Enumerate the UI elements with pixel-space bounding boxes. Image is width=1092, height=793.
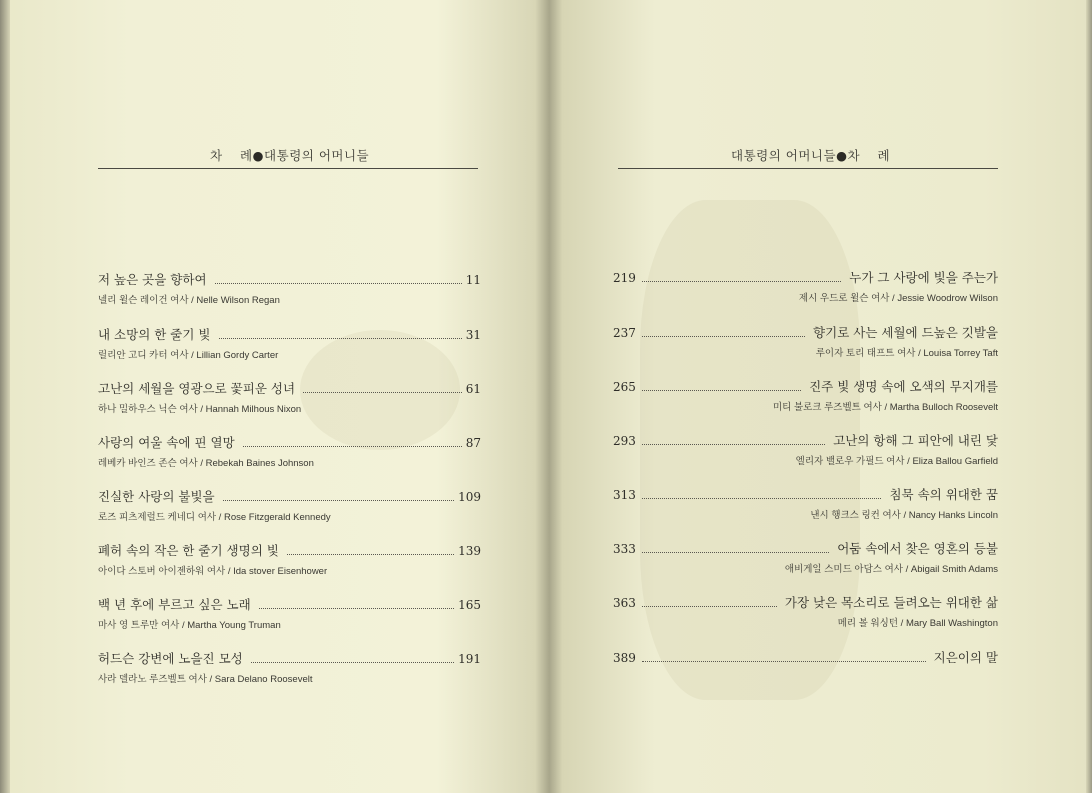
header-rule	[98, 168, 478, 169]
header-title: 대통령의 어머니들	[731, 148, 837, 163]
toc-entry[interactable]	[613, 431, 998, 467]
dot-leader	[642, 605, 777, 607]
toc-entry-page: 293	[613, 434, 636, 448]
toc-entry[interactable]	[98, 649, 481, 685]
toc-entry-title: 허드슨 강변에 노을진 모성	[98, 651, 243, 666]
toc-entry-title: 진실한 사랑의 불빛을	[98, 489, 215, 504]
dot-leader	[642, 389, 801, 391]
toc-entry-subtitle: 루이자 토리 태프트 여사 / Louisa Torrey Taft	[815, 348, 998, 359]
toc-entry-subtitle: 넬리 윌슨 레이건 여사 / Nelle Wilson Regan	[98, 295, 280, 306]
toc-entry-subtitle: 마사 영 트루만 여사 / Martha Young Truman	[98, 620, 281, 631]
header-rule	[618, 168, 998, 169]
dot-leader	[215, 282, 462, 284]
toc-entry-subtitle: 메리 볼 워싱턴 / Mary Ball Washington	[837, 618, 998, 629]
toc-entry-subtitle: 낸시 행크스 링컨 여사 / Nancy Hanks Lincoln	[810, 510, 998, 521]
toc-entry-subtitle: 애비게일 스미드 아담스 여사 / Abigail Smith Adams	[784, 564, 998, 575]
toc-entry-page: 219	[613, 271, 636, 285]
dot-leader	[642, 280, 841, 282]
toc-entry[interactable]	[98, 325, 481, 361]
toc-entry-title: 백 년 후에 부르고 싶은 노래	[98, 597, 251, 612]
toc-entry-page: 109	[458, 490, 481, 504]
toc-entry-title: 진주 빛 생명 속에 오색의 무지개를	[809, 379, 998, 394]
dot-leader	[642, 660, 926, 662]
dot-leader	[251, 661, 454, 663]
toc-entry-page: 333	[613, 542, 636, 556]
toc-entry-title: 저 높은 곳을 향하여	[98, 272, 207, 287]
toc-entry[interactable]	[613, 377, 998, 413]
toc-entry-title: 어둠 속에서 찾은 영혼의 등불	[837, 541, 998, 556]
toc-entry-title: 가장 낮은 목소리로 들려오는 위대한 삶	[784, 595, 998, 610]
dot-leader	[223, 499, 454, 501]
toc-entry-page: 61	[465, 382, 481, 396]
toc-entry[interactable]	[98, 595, 481, 631]
toc-entry-subtitle: 하나 밀하우스 닉슨 여사 / Hannah Milhous Nixon	[98, 404, 302, 415]
dot-leader	[219, 337, 462, 339]
toc-entry-page: 139	[458, 544, 481, 558]
toc-entry-title: 침묵 속의 위대한 꿈	[889, 487, 998, 502]
toc-entry-page: 31	[465, 328, 481, 342]
left-page-header	[210, 146, 369, 164]
header-dot: ●	[836, 148, 848, 163]
toc-entry[interactable]	[613, 593, 998, 629]
header-dot: ●	[252, 148, 265, 163]
header-prefix: 차 례	[210, 148, 253, 163]
toc-entry-title: 지은이의 말	[933, 650, 998, 665]
toc-entry-page: 165	[458, 598, 481, 612]
toc-entry-subtitle: 미티 불로크 루즈벨트 여사 / Martha Bulloch Roosevelt	[772, 402, 998, 413]
toc-entry-page: 313	[613, 488, 636, 502]
dot-leader	[642, 443, 825, 445]
toc-entry-subtitle: 릴리안 고디 카터 여사 / Lillian Gordy Carter	[98, 350, 279, 361]
dot-leader	[259, 607, 454, 609]
toc-entry[interactable]	[98, 433, 481, 469]
toc-entry-title: 내 소망의 한 줄기 빛	[98, 327, 211, 342]
toc-entry-title: 누가 그 사랑에 빛을 주는가	[849, 270, 998, 285]
toc-entry-title: 폐허 속의 작은 한 줄기 생명의 빛	[98, 543, 279, 558]
toc-entry[interactable]	[613, 268, 998, 304]
toc-entry-page: 191	[458, 652, 481, 666]
toc-entry[interactable]	[98, 270, 481, 306]
toc-entry[interactable]	[613, 485, 998, 521]
toc-entry-subtitle: 사라 델라노 루즈벨트 여사 / Sara Delano Roosevelt	[98, 674, 313, 685]
toc-entry-title: 고난의 세월을 영광으로 꽃피운 성녀	[98, 381, 296, 396]
toc-entry-page: 363	[613, 596, 636, 610]
toc-entry[interactable]	[613, 648, 998, 666]
dot-leader	[642, 551, 829, 553]
dot-leader	[243, 445, 462, 447]
dot-leader	[642, 335, 805, 337]
right-page-header	[731, 146, 890, 164]
toc-entry-subtitle: 제시 우드로 윌슨 여사 / Jessie Woodrow Wilson	[798, 293, 998, 304]
toc-entry-page: 237	[613, 326, 636, 340]
toc-entry-title: 사랑의 여울 속에 핀 열망	[98, 435, 235, 450]
toc-entry-page: 87	[465, 436, 481, 450]
toc-entry-page: 11	[465, 273, 481, 287]
toc-entry-subtitle: 레베카 바인즈 존슨 여사 / Rebekah Baines Johnson	[98, 458, 314, 469]
dot-leader	[287, 553, 454, 555]
toc-entry-page: 389	[613, 651, 636, 665]
dot-leader	[642, 497, 882, 499]
right-page	[546, 0, 1092, 793]
header-suffix: 차 례	[847, 148, 891, 163]
header-title: 대통령의 어머니들	[264, 148, 370, 163]
dot-leader	[303, 391, 462, 393]
toc-entry[interactable]	[98, 379, 481, 415]
toc-entry[interactable]	[98, 487, 481, 523]
toc-entry-subtitle: 엘리자 밸로우 가필드 여사 / Eliza Ballou Garfield	[795, 456, 998, 467]
toc-entry-title: 향기로 사는 세월에 드높은 깃발을	[813, 325, 998, 340]
toc-entry-title: 고난의 항해 그 피안에 내린 닻	[833, 433, 998, 448]
toc-entry-subtitle: 아이다 스토버 아이젠하워 여사 / Ida stover Eisenhower	[98, 566, 328, 577]
toc-entry[interactable]	[613, 539, 998, 575]
toc-entry[interactable]	[613, 323, 998, 359]
toc-entry-subtitle: 로즈 피츠제럴드 케네디 여사 / Rose Fitzgerald Kennedy	[98, 512, 331, 523]
toc-entry[interactable]	[98, 541, 481, 577]
toc-entry-page: 265	[613, 380, 636, 394]
